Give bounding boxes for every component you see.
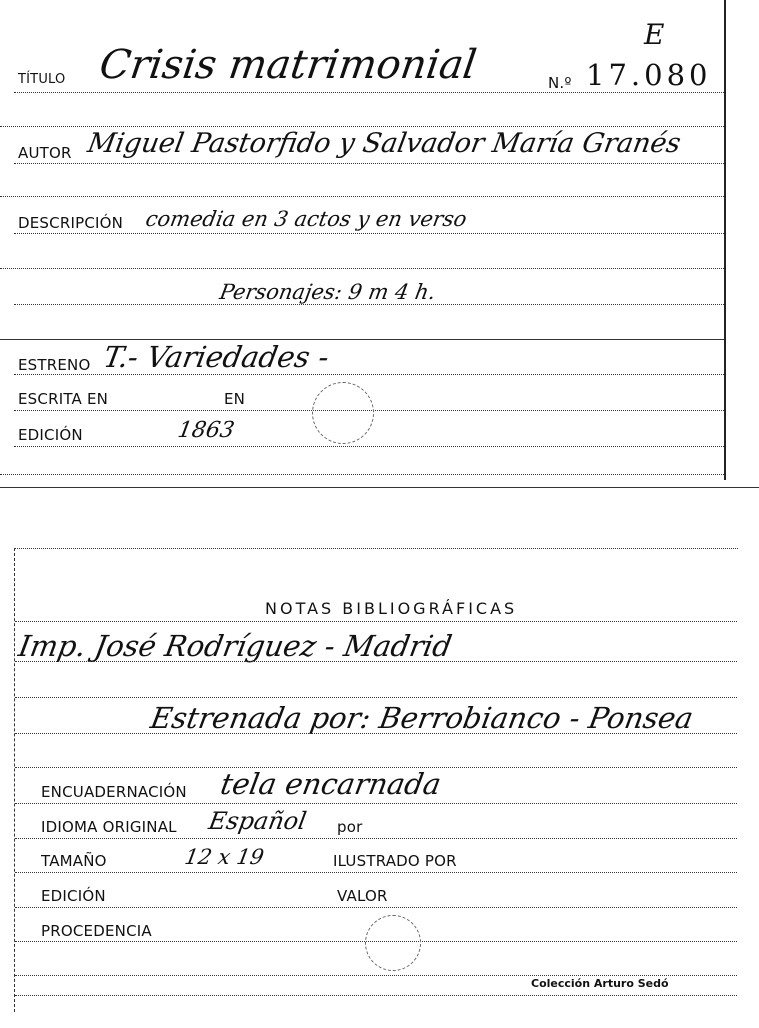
description-rule [14,233,724,234]
description-value: comedia en 3 actos y en verso [143,207,469,231]
written-in-label: ESCRITA EN [18,390,109,408]
title-label: TÍTULO [18,72,66,87]
description-label: DESCRIPCIÓN [18,214,124,232]
premiere-value: T.- Variedades - [101,340,332,374]
size-label: TAMAÑO [41,852,107,870]
blank-rule-1 [0,126,724,127]
binding-label: ENCUADERNACIÓN [41,783,187,801]
note-rule-3 [15,733,737,734]
note-line-1: Imp. José Rodríguez - Madrid [16,629,455,663]
by-label: por [337,818,363,836]
notes-heading: NOTAS BIBLIOGRÁFICAS [265,599,518,618]
bottom-rule [0,474,724,475]
language-rule [15,838,737,839]
edition-value: 1863 [175,418,237,443]
blank-rule-2 [0,196,724,197]
card-separator [0,487,759,488]
author-value: Miguel Pastorfido y Salvador María Granés [85,128,684,159]
size-value: 12 x 19 [182,845,266,869]
characters-rule [14,304,724,305]
punch-hole [312,382,374,444]
heading-rule [15,621,737,622]
premiere-rule [14,374,724,375]
blank-rule-3 [0,268,724,269]
corner-letter: E [644,18,665,51]
footer-rule [15,995,737,996]
back-edition-label: EDICIÓN [41,887,106,905]
note-line-2: Estrenada por: Berrobianco - Ponsea [148,701,696,735]
in-label: EN [224,390,246,408]
catalog-card-front [0,0,726,480]
author-rule [14,163,724,164]
title-rule [14,92,724,93]
binding-rule [15,803,737,804]
value-label: VALOR [337,887,388,905]
language-value: Español [206,807,309,835]
blank-back-rule [15,975,737,976]
size-rule [15,872,737,873]
title-value: Crisis matrimonial [96,42,480,88]
origin-label: PROCEDENCIA [41,922,152,940]
premiere-label: ESTRENO [18,356,91,374]
collection-footer: Colección Arturo Sedó [531,977,669,990]
edition-label: EDICIÓN [18,426,83,444]
note-rule-1 [15,661,737,662]
binding-value: tela encarnada [218,767,444,801]
back-punch-hole [365,915,421,971]
language-label: IDIOMA ORIGINAL [41,818,177,836]
number-label: N.º [548,74,572,92]
characters-value: Personajes: 9 m 4 h. [217,280,438,304]
edition-back-rule [15,907,737,908]
edition-rule [14,446,724,447]
number-value: 17.080 [586,58,712,92]
author-label: AUTOR [18,144,72,162]
illustrated-label: ILUSTRADO POR [333,852,457,870]
catalog-card-back [14,548,738,1012]
note-rule-2 [15,697,737,698]
